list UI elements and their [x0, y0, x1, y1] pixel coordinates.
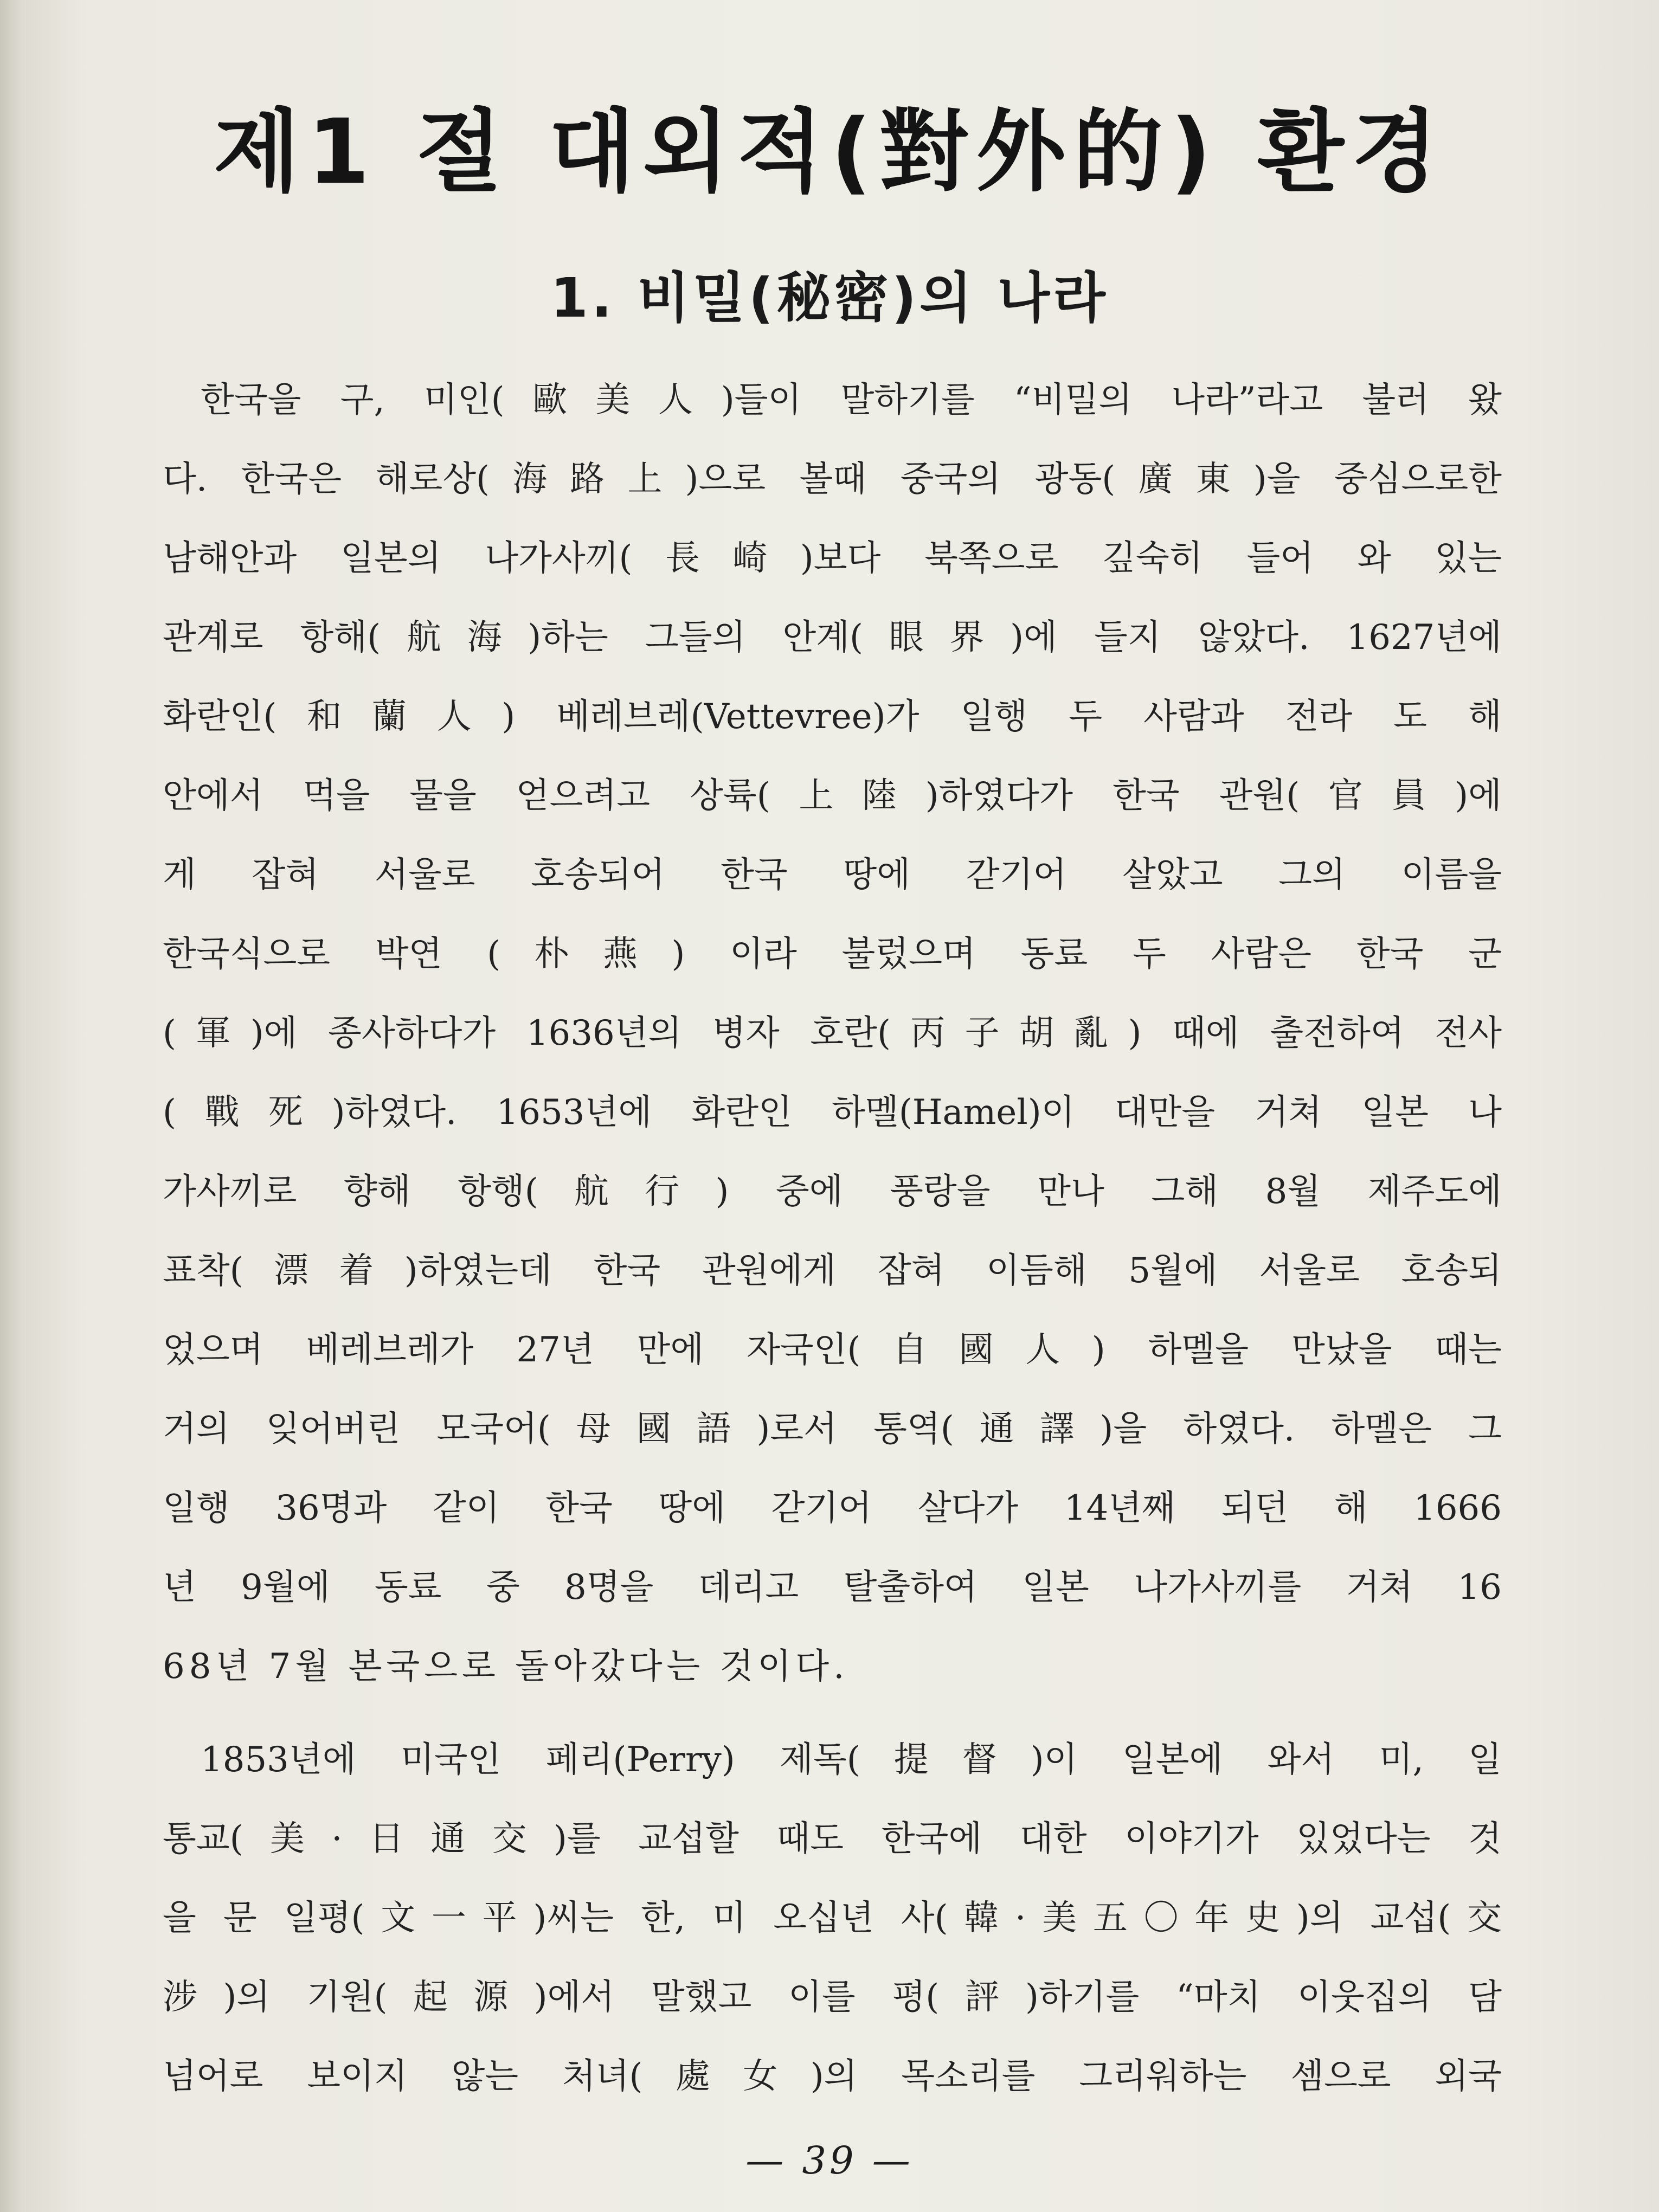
page-number: — 39 — — [745, 2138, 914, 2183]
text-line: 었으며 베레브레가 27년 만에 자국인(自國人) 하멜을 만났을 때는 — [163, 1330, 1502, 1370]
text-line: 가사끼로 향해 항행(航行) 중에 풍랑을 만나 그해 8월 제주도에 — [163, 1172, 1502, 1212]
text-line: (軍)에 종사하다가 1636년의 병자 호란(丙子胡亂) 때에 출전하여 전사 — [163, 1013, 1502, 1053]
text-line: 화란인(和蘭人) 베레브레(Vettevree)가 일행 두 사람과 전라 도 해 — [163, 697, 1502, 737]
text-line: 년 9월에 동료 중 8명을 데리고 탈출하여 일본 나가사끼를 거쳐 16 — [163, 1567, 1502, 1607]
text-line: 다. 한국은 해로상(海路上)으로 볼때 중국의 광동(廣東)을 중심으로한 — [163, 459, 1502, 499]
paragraph-gap — [163, 1706, 1502, 1720]
text-line: 한국을 구, 미인(歐美人)들이 말하기를 “비밀의 나라”라고 불러 왔 — [201, 380, 1502, 420]
text-line: 68년 7월 본국으로 돌아갔다는 것이다. — [163, 1647, 849, 1687]
text-line: 을 문 일평(文一平)씨는 한, 미 오십년 사(韓·美五〇年史)의 교섭(交 — [163, 1898, 1502, 1938]
text-line: 통교(美·日通交)를 교섭할 때도 한국에 대한 이야기가 있었다는 것 — [163, 1819, 1502, 1859]
text-line: 관계로 항해(航海)하는 그들의 안계(眼界)에 들지 않았다. 1627년에 — [163, 618, 1502, 658]
text-line: 涉)의 기원(起源)에서 말했고 이를 평(評)하기를 “마치 이웃집의 담 — [163, 1977, 1502, 2017]
text-line: 안에서 먹을 물을 얻으려고 상륙(上陸)하였다가 한국 관원(官員)에 — [163, 776, 1502, 816]
text-line: 1853년에 미국인 페리(Perry) 제독(提督)이 일본에 와서 미, 일 — [201, 1740, 1502, 1780]
text-line: 거의 잊어버린 모국어(母國語)로서 통역(通譯)을 하였다. 하멜은 그 — [163, 1409, 1502, 1449]
text-line: 표착(漂着)하였는데 한국 관원에게 잡혀 이듬해 5월에 서울로 호송되 — [163, 1251, 1502, 1291]
text-line: 한국식으로 박연 (朴燕) 이라 불렀으며 동료 두 사람은 한국 군 — [163, 934, 1502, 974]
text-line: 일행 36명과 같이 한국 땅에 갇기어 살다가 14년째 되던 해 1666 — [163, 1488, 1502, 1528]
text-line: 남해안과 일본의 나가사끼(長崎)보다 북쪽으로 깊숙히 들어 와 있는 — [163, 538, 1502, 578]
text-line: 게 잡혀 서울로 호송되어 한국 땅에 갇기어 살았고 그의 이름을 — [163, 855, 1502, 895]
body-text — [163, 361, 1502, 2116]
chapter-title: 제1 절 대외적(對外的) 환경 — [213, 100, 1446, 204]
text-line: 넘어로 보이지 않는 처녀(處女)의 목소리를 그리워하는 셈으로 외국 — [163, 2056, 1502, 2097]
text-line: (戰死)하였다. 1653년에 화란인 하멜(Hamel)이 대만을 거쳐 일본 나 — [163, 1092, 1502, 1133]
section-heading: 1. 비밀(秘密)의 나라 — [550, 266, 1109, 330]
